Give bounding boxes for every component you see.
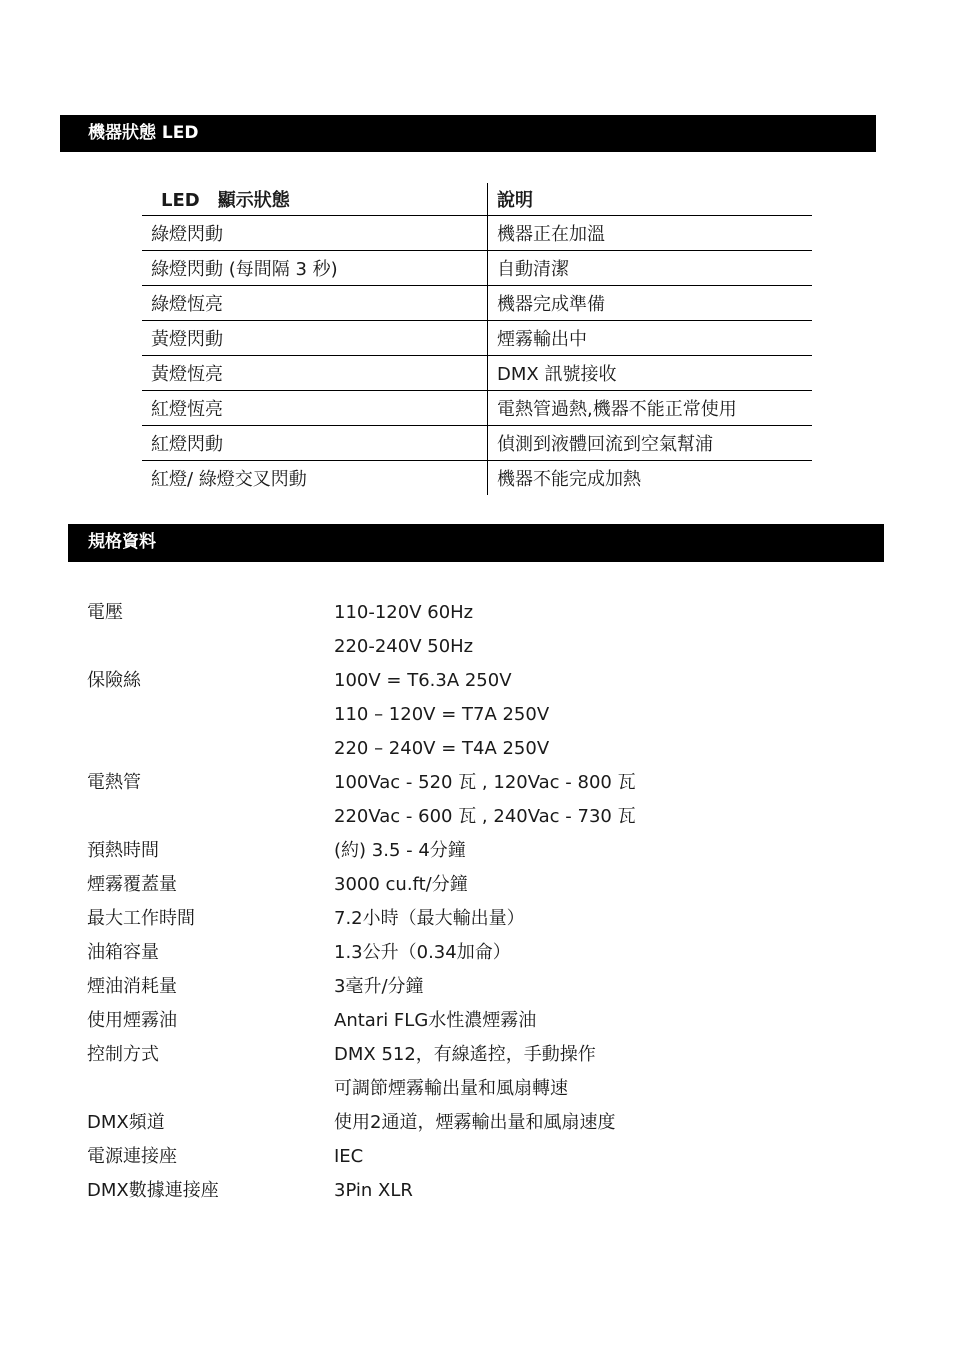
led-status-cell: 綠燈閃動	[142, 216, 488, 251]
spec-label: 煙油消耗量	[87, 976, 177, 997]
list-item	[87, 732, 887, 766]
led-status-cell: 黃燈恆亮	[142, 356, 488, 391]
spec-value: 220-240V 50Hz	[334, 636, 474, 657]
led-status-cell: 黃燈閃動	[142, 321, 488, 356]
led-description-cell: 機器完成準備	[488, 286, 813, 321]
spec-label: 油箱容量	[87, 942, 159, 963]
spec-label: 煙霧覆蓋量	[87, 874, 177, 895]
list-item	[87, 800, 887, 834]
list-item	[87, 630, 887, 664]
led-description-cell: 機器正在加溫	[488, 216, 813, 251]
spec-value: 3000 cu.ft/分鐘	[334, 874, 468, 895]
led-status-cell: 紅燈/ 綠燈交叉閃動	[142, 461, 488, 496]
spec-label: 電壓	[87, 602, 123, 623]
spec-value: 7.2小時（最大輸出量）	[334, 908, 525, 929]
spec-label: 電源連接座	[87, 1146, 177, 1167]
spec-value: Antari FLG水性濃煙霧油	[334, 1010, 537, 1031]
list-item	[87, 834, 887, 868]
spec-label	[87, 630, 334, 664]
spec-label: 使用煙霧油	[87, 1010, 177, 1031]
spec-value: 使用2通道，煙霧輸出量和風扇速度	[334, 1112, 616, 1133]
spec-value: IEC	[334, 1146, 364, 1167]
list-item	[87, 936, 887, 970]
spec-value: 220Vac - 600 瓦 , 240Vac - 730 瓦	[334, 806, 636, 827]
list-item	[87, 868, 887, 902]
list-item	[87, 766, 887, 800]
spec-value: 110 – 120V = T7A 250V	[334, 704, 550, 725]
list-item	[87, 664, 887, 698]
led-description-cell: 自動清潔	[488, 251, 813, 286]
table-row	[142, 461, 812, 496]
column-header-description: 說明	[488, 183, 813, 216]
table-header-row	[142, 183, 812, 216]
spec-section-title: 規格資料	[68, 524, 884, 562]
led-description-cell: 電熱管過熱,機器不能正常使用	[488, 391, 813, 426]
led-status-cell: 紅燈閃動	[142, 426, 488, 461]
spec-value: 3毫升/分鐘	[334, 976, 424, 997]
spec-value: 110-120V 60Hz	[334, 602, 474, 623]
list-item	[87, 902, 887, 936]
spec-label: DMX頻道	[87, 1112, 165, 1133]
table-row	[142, 216, 812, 251]
led-status-cell: 綠燈恆亮	[142, 286, 488, 321]
led-description-cell: 機器不能完成加熱	[497, 469, 641, 490]
spec-value: 220 – 240V = T4A 250V	[334, 738, 550, 759]
spec-label: 保險絲	[87, 670, 141, 691]
spec-label	[87, 800, 334, 834]
list-item	[87, 970, 887, 1004]
spec-label	[87, 698, 334, 732]
list-item	[87, 1004, 887, 1038]
list-item	[87, 1072, 887, 1106]
spec-label	[87, 732, 334, 766]
list-item	[87, 596, 887, 630]
table-row	[142, 286, 812, 321]
spec-value: 可調節煙霧輸出量和風扇轉速	[334, 1078, 568, 1099]
spec-label	[87, 1072, 334, 1106]
column-header-led-status: LED 顯示狀態	[142, 183, 488, 216]
list-item	[87, 1038, 887, 1072]
spec-value: 100V = T6.3A 250V	[334, 670, 512, 691]
led-status-table	[142, 183, 812, 495]
spec-label: 電熱管	[87, 772, 141, 793]
spec-value: 3Pin XLR	[334, 1180, 413, 1201]
led-description-cell: DMX 訊號接收	[488, 356, 813, 391]
spec-label: DMX數據連接座	[87, 1180, 219, 1201]
spec-label: 控制方式	[87, 1044, 159, 1065]
led-status-cell: 綠燈閃動 (每間隔 3 秒)	[142, 251, 488, 286]
spec-value: 100Vac - 520 瓦 , 120Vac - 800 瓦	[334, 772, 636, 793]
spec-value: 1.3公升（0.34加侖）	[334, 942, 511, 963]
spec-value: DMX 512，有線遙控，手動操作	[334, 1044, 596, 1065]
led-description-cell: 煙霧輸出中	[488, 321, 813, 356]
led-section-title: 機器狀態 LED	[60, 115, 876, 152]
list-item	[87, 1140, 887, 1174]
list-item	[87, 698, 887, 732]
led-description-cell: 偵測到液體回流到空氣幫浦	[488, 426, 813, 461]
list-item	[87, 1174, 887, 1208]
table-row	[142, 391, 812, 426]
led-status-cell: 紅燈恆亮	[142, 391, 488, 426]
list-item	[87, 1106, 887, 1140]
table-row	[142, 251, 812, 286]
table-row	[142, 356, 812, 391]
spec-label: 最大工作時間	[87, 908, 195, 929]
spec-list	[87, 596, 887, 1208]
spec-label: 預熱時間	[87, 840, 159, 861]
spec-value: (約) 3.5 - 4分鐘	[334, 840, 466, 861]
table-row	[142, 426, 812, 461]
table-row	[142, 321, 812, 356]
